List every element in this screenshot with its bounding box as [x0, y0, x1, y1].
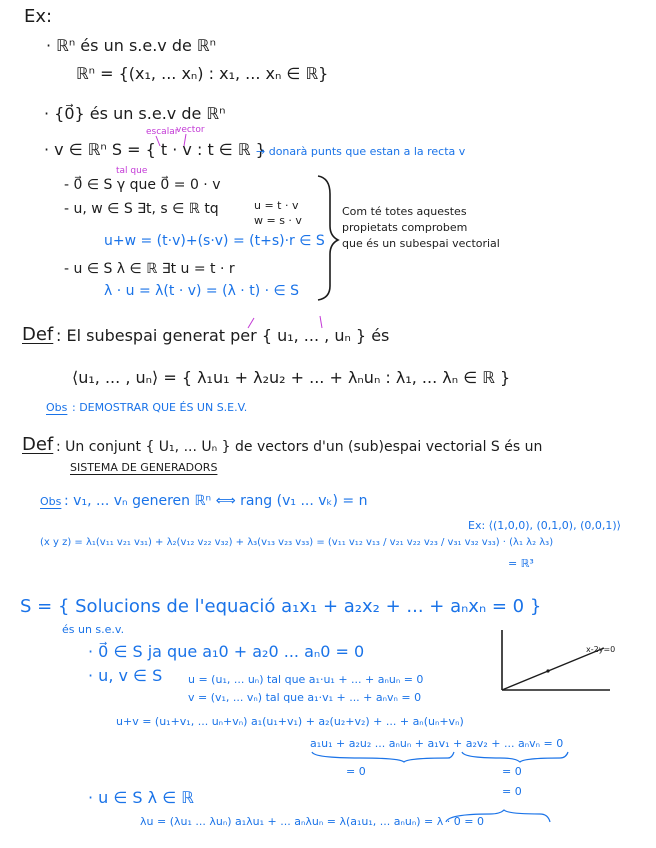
- solutions-eq0-b: = 0: [502, 765, 522, 778]
- purple-arrow-2: [184, 134, 186, 146]
- def2-text: : Un conjunt { U₁, ... Uₙ } de vectors d'un (sub)espai vectorial S és un: [56, 439, 543, 455]
- obs2-label: Obs: [40, 495, 62, 508]
- line-sum-closure: u+w = (t·v)+(s·v) = (t+s)·r ∈ S: [104, 233, 325, 249]
- brace-note-1: Com té totes aquestes: [342, 205, 467, 218]
- solutions-v-def: v = (v₁, ... vₙ) tal que a₁·v₁ + ... + aₙvₙ = 0: [188, 691, 422, 704]
- brace-note-3: que és un subespai vectorial: [342, 237, 500, 250]
- solutions-eq0-a: = 0: [346, 765, 366, 778]
- right-brace: [318, 176, 338, 300]
- purple-mark-u1: [248, 318, 254, 328]
- line-rn-sev: · ℝⁿ és un s.e.v de ℝⁿ: [46, 36, 216, 55]
- line-lambda-u: - u ∈ S λ ∈ ℝ ∃t u = t · r: [64, 261, 235, 277]
- graph-line: [502, 648, 604, 690]
- def1-formula: ⟨u₁, ... , uₙ⟩ = { λ₁u₁ + λ₂u₂ + ... + λₙuₙ : λ₁, ... λₙ ∈ ℝ }: [72, 368, 511, 387]
- solutions-sum: u+v = (u₁+v₁, ... uₙ+vₙ) a₁(u₁+v₁) + a₂(u₂+v₂) + ... + aₙ(uₙ+vₙ): [116, 715, 464, 728]
- line-zero-sev: · {0⃗} és un s.e.v de ℝⁿ: [44, 104, 226, 123]
- annotation-vector: vector: [176, 125, 205, 135]
- def1-text: : El subespai generat per { u₁, ... , uₙ } és: [56, 326, 390, 345]
- def1-label: Def: [22, 324, 54, 345]
- def2-term: SISTEMA DE GENERADORS: [70, 461, 218, 474]
- obs1-text: : DEMOSTRAR QUE ÉS UN S.E.V.: [72, 401, 248, 414]
- line-lambda-closure: λ · u = λ(t · v) = (λ · t) · ∈ S: [104, 283, 300, 299]
- line-rn-definition: ℝⁿ = {(x₁, ... xₙ) : x₁, ... xₙ ∈ ℝ}: [76, 64, 329, 83]
- solutions-lambda-eq: λu = (λu₁ ... λuₙ) a₁λu₁ + ... aₙλuₙ = λ(a₁u₁, ... aₙuₙ) = λ · 0 = 0: [140, 815, 484, 828]
- def2-label: Def: [22, 434, 54, 455]
- line-u-equals: u = t · v: [254, 199, 299, 212]
- purple-arrow-1: [156, 136, 160, 146]
- obs1-label: Obs: [46, 401, 68, 414]
- graph-point: [546, 669, 549, 672]
- example-heading: Ex:: [24, 6, 53, 27]
- brace-note-2: propietats comprobem: [342, 221, 468, 234]
- obs2-example-r3: = ℝ³: [508, 557, 534, 570]
- solutions-expand: a₁u₁ + a₂u₂ ... aₙuₙ + a₁v₁ + a₂v₂ + ... aₙvₙ = 0: [310, 737, 564, 750]
- underbrace-left: [312, 752, 454, 762]
- underbrace-right: [462, 752, 568, 762]
- obs2-text: : v₁, ... vₙ generen ℝⁿ ⟺ rang (v₁ ... vₖ) = n: [64, 493, 368, 509]
- obs2-matrix-equation: (x y z) = λ₁(v₁₁ v₂₁ v₃₁) + λ₂(v₁₂ v₂₂ v₃₂) + λ₃(v₁₃ v₂₃ v₃₃) = (v₁₁ v₁₂ v₁₃ / v₂₁ v₂₂ v₂₃ / v₃₁ v₃₂ v₃₃) · (λ₁ λ₂ λ₃): [40, 537, 554, 548]
- graph-line-label: x-2y=0: [586, 645, 616, 654]
- solutions-set: S = { Solucions de l'equació a₁x₁ + a₂x₂ + ... + aₙxₙ = 0 }: [20, 596, 542, 617]
- obs2-example: Ex: ⟨(1,0,0), (0,1,0), (0,0,1)⟩: [468, 519, 621, 532]
- annotation-escalar: escalar: [146, 127, 179, 137]
- line-w-equals: w = s · v: [254, 214, 302, 227]
- solutions-is-sev: és un s.e.v.: [62, 623, 125, 636]
- solutions-u-v: · u, v ∈ S: [88, 666, 163, 685]
- line-u-w-in-s: - u, w ∈ S ∃t, s ∈ ℝ tq: [64, 201, 219, 217]
- solutions-lambda: · u ∈ S λ ∈ ℝ: [88, 788, 194, 807]
- purple-mark-un: [320, 316, 322, 328]
- solutions-zero: · 0⃗ ∈ S ja que a₁0 + a₂0 ... aₙ0 = 0: [88, 642, 365, 661]
- line-span-note: → donarà punts que estan a la recta v: [256, 145, 466, 158]
- solutions-eq0-c: = 0: [502, 785, 522, 798]
- overbrace-lambda: [446, 810, 550, 822]
- solutions-u-def: u = (u₁, ... uₙ) tal que a₁·u₁ + ... + aₙuₙ = 0: [188, 673, 424, 686]
- annotation-tal-que: tal que: [116, 166, 148, 176]
- line-zero-in-s: - 0⃗ ∈ S γ que 0⃗ = 0 · v: [64, 177, 221, 193]
- line-span-v: · v ∈ ℝⁿ S = { t · v : t ∈ ℝ }: [44, 140, 266, 159]
